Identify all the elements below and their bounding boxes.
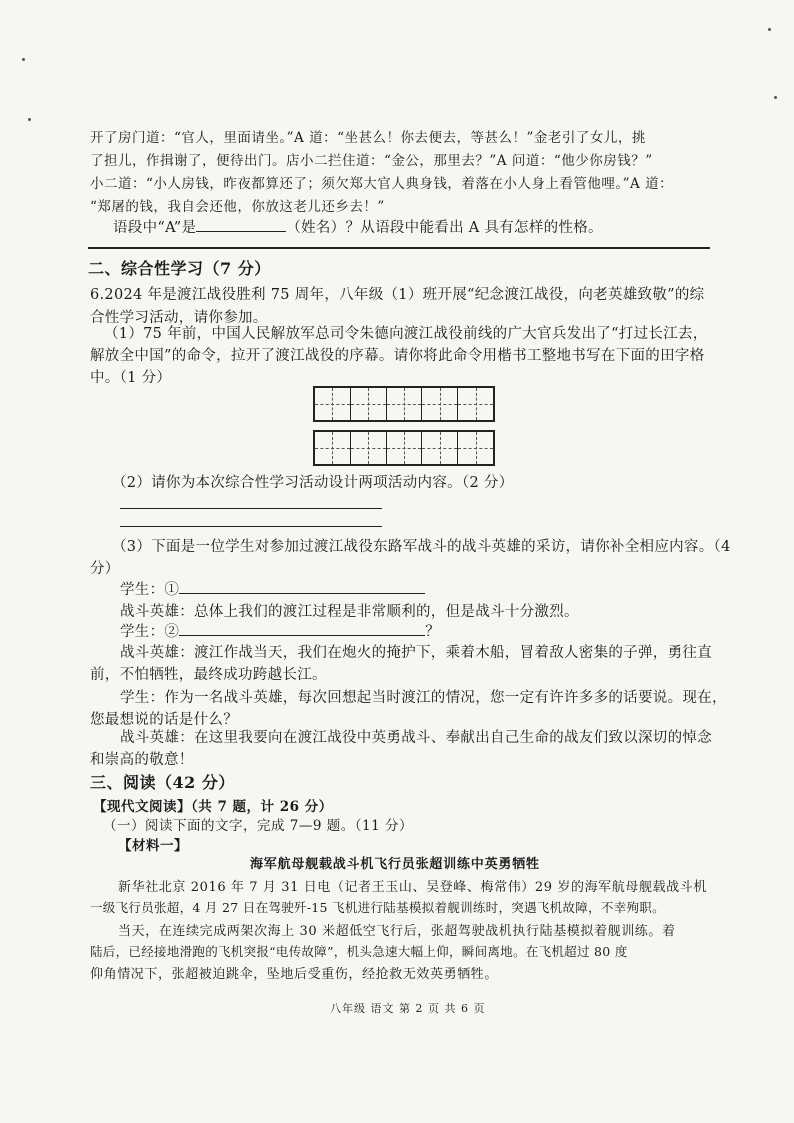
dialogue-label: 学生：① (120, 582, 180, 598)
grid-cell[interactable] (387, 432, 423, 464)
scan-speckle (22, 58, 25, 61)
name-answer-blank[interactable] (196, 217, 286, 232)
q1-line: 中。（1 分） (90, 370, 172, 386)
news-paragraph: 陆后，已经接地滑跑的飞机突报“电传故障”，机头急速大幅上仰，瞬间离地。在飞机超过 80 度 (90, 944, 628, 959)
dialogue-student-2 (120, 620, 440, 641)
scan-speckle (28, 118, 31, 121)
dialogue-hero-2: 前，不怕牺牲，最终成功跨越长江。 (90, 667, 327, 683)
q2-answer-line-1[interactable] (120, 508, 382, 509)
scan-speckle (774, 96, 777, 99)
page-footer: 八年级 语文 第 2 页 共 6 页 (330, 1002, 486, 1015)
q2-line: （2）请你为本次综合性学习活动设计两项活动内容。（2 分） (112, 475, 514, 491)
dialogue-hero-3: 和崇高的敬意！ (90, 752, 194, 768)
subsection-heading: （一）阅读下面的文字，完成 7—9 题。（11 分） (103, 818, 413, 834)
news-paragraph: 当天，在连续完成两架次海上 30 米超低空飞行后，张超驾驶战机执行陆基模拟着舰训练。着 (118, 924, 676, 939)
passage-line: 了担儿，作揖谢了，便待出门。店小二拦住道：“金公，那里去？”A 问道：“他少你房钱？” (90, 153, 653, 169)
intro-line: 6.2024 年是渡江战役胜利 75 周年，八年级（1）班开展“纪念渡江战役，向老英雄致敬”的综 (90, 287, 705, 303)
grid-cell[interactable] (458, 432, 493, 464)
section-heading: 二、综合性学习（7 分） (88, 259, 271, 278)
dialogue-student-3: 您最想说的话是什么？ (90, 712, 238, 728)
q1-line: 解放全中国”的命令，拉开了渡江战役的序幕。请你将此命令用楷书工整地书写在下面的田字格 (90, 348, 705, 364)
subsection-heading: 【现代文阅读】（共 7 题，计 26 分） (93, 799, 333, 815)
tianzige-row-2[interactable] (313, 430, 495, 466)
tianzige-row-1[interactable] (313, 386, 495, 422)
section-heading: 三、阅读（42 分） (90, 773, 235, 792)
grid-cell[interactable] (387, 388, 423, 420)
passage-line: 小二道：“小人房钱，昨夜都算还了；须欠郑大官人典身钱，着落在小人身上看管他哩。”A 道： (90, 176, 674, 192)
question-prefix: 语段中“A”是 (113, 220, 197, 236)
answer-blank-2[interactable] (179, 621, 425, 636)
passage-line: 开了房门道：“官人，里面请坐。”A 道：“坐甚么！你去便去，等甚么！”金老引了女儿，挑 (90, 130, 646, 146)
grid-cell[interactable] (458, 388, 493, 420)
material-label: 【材料一】 (118, 838, 188, 854)
dialogue-hero-3: 战斗英雄：在这里我要向在渡江战役中英勇战斗、奉献出自己生命的战友们致以深切的悼念 (120, 730, 712, 746)
grid-cell[interactable] (422, 432, 458, 464)
grid-cell[interactable] (315, 432, 351, 464)
dialogue-student-1 (120, 578, 425, 599)
q3-line: （3）下面是一位学生对参加过渡江战役东路军战斗的战斗英雄的采访，请你补全相应内容。（4 (112, 539, 731, 555)
grid-cell[interactable] (422, 388, 458, 420)
answer-blank-1[interactable] (179, 579, 425, 594)
news-paragraph: 仰角情况下，张超被迫跳伞，坠地后受重伤，经抢救无效英勇牺牲。 (90, 967, 499, 982)
q3-line: 分） (90, 561, 120, 577)
news-paragraph: 一级飞行员张超，4 月 27 日在驾驶歼-15 飞机进行陆基模拟着舰训练时，突遇飞机故障，不幸殉职。 (90, 900, 665, 915)
dialogue-hero-1: 战斗英雄：总体上我们的渡江过程是非常顺利的，但是战斗十分激烈。 (120, 604, 579, 620)
question-mark: ？ (425, 624, 441, 640)
intro-line: 合性学习活动，请你参加。 (90, 310, 268, 326)
question-suffix: （姓名）？从语段中能看出 A 具有怎样的性格。 (286, 220, 603, 236)
question-name (113, 216, 603, 237)
news-paragraph: 新华社北京 2016 年 7 月 31 日电（记者王玉山、吴登峰、梅常伟）29 岁的海军航母舰载战斗机 (118, 880, 707, 895)
grid-cell[interactable] (351, 432, 387, 464)
dialogue-hero-2: 战斗英雄：渡江作战当天，我们在炮火的掩护下，乘着木船，冒着敌人密集的子弹，勇往直 (120, 645, 712, 661)
dialogue-label: 学生：② (120, 624, 180, 640)
dialogue-student-3: 学生：作为一名战斗英雄，每次回想起当时渡江的情况，您一定有许许多多的话要说。现在， (120, 690, 727, 706)
section-divider (88, 247, 710, 249)
grid-cell[interactable] (315, 388, 351, 420)
passage-line: “郑屠的钱，我自会还他，你放这老儿还乡去！” (90, 199, 385, 215)
grid-cell[interactable] (351, 388, 387, 420)
scan-speckle (768, 28, 771, 31)
q1-line: （1）75 年前，中国人民解放军总司令朱德向渡江战役前线的广大官兵发出了“打过长江去， (104, 326, 708, 342)
news-title: 海军航母舰载战斗机飞行员张超训练中英勇牺牲 (250, 857, 540, 872)
q2-answer-line-2[interactable] (120, 526, 382, 527)
